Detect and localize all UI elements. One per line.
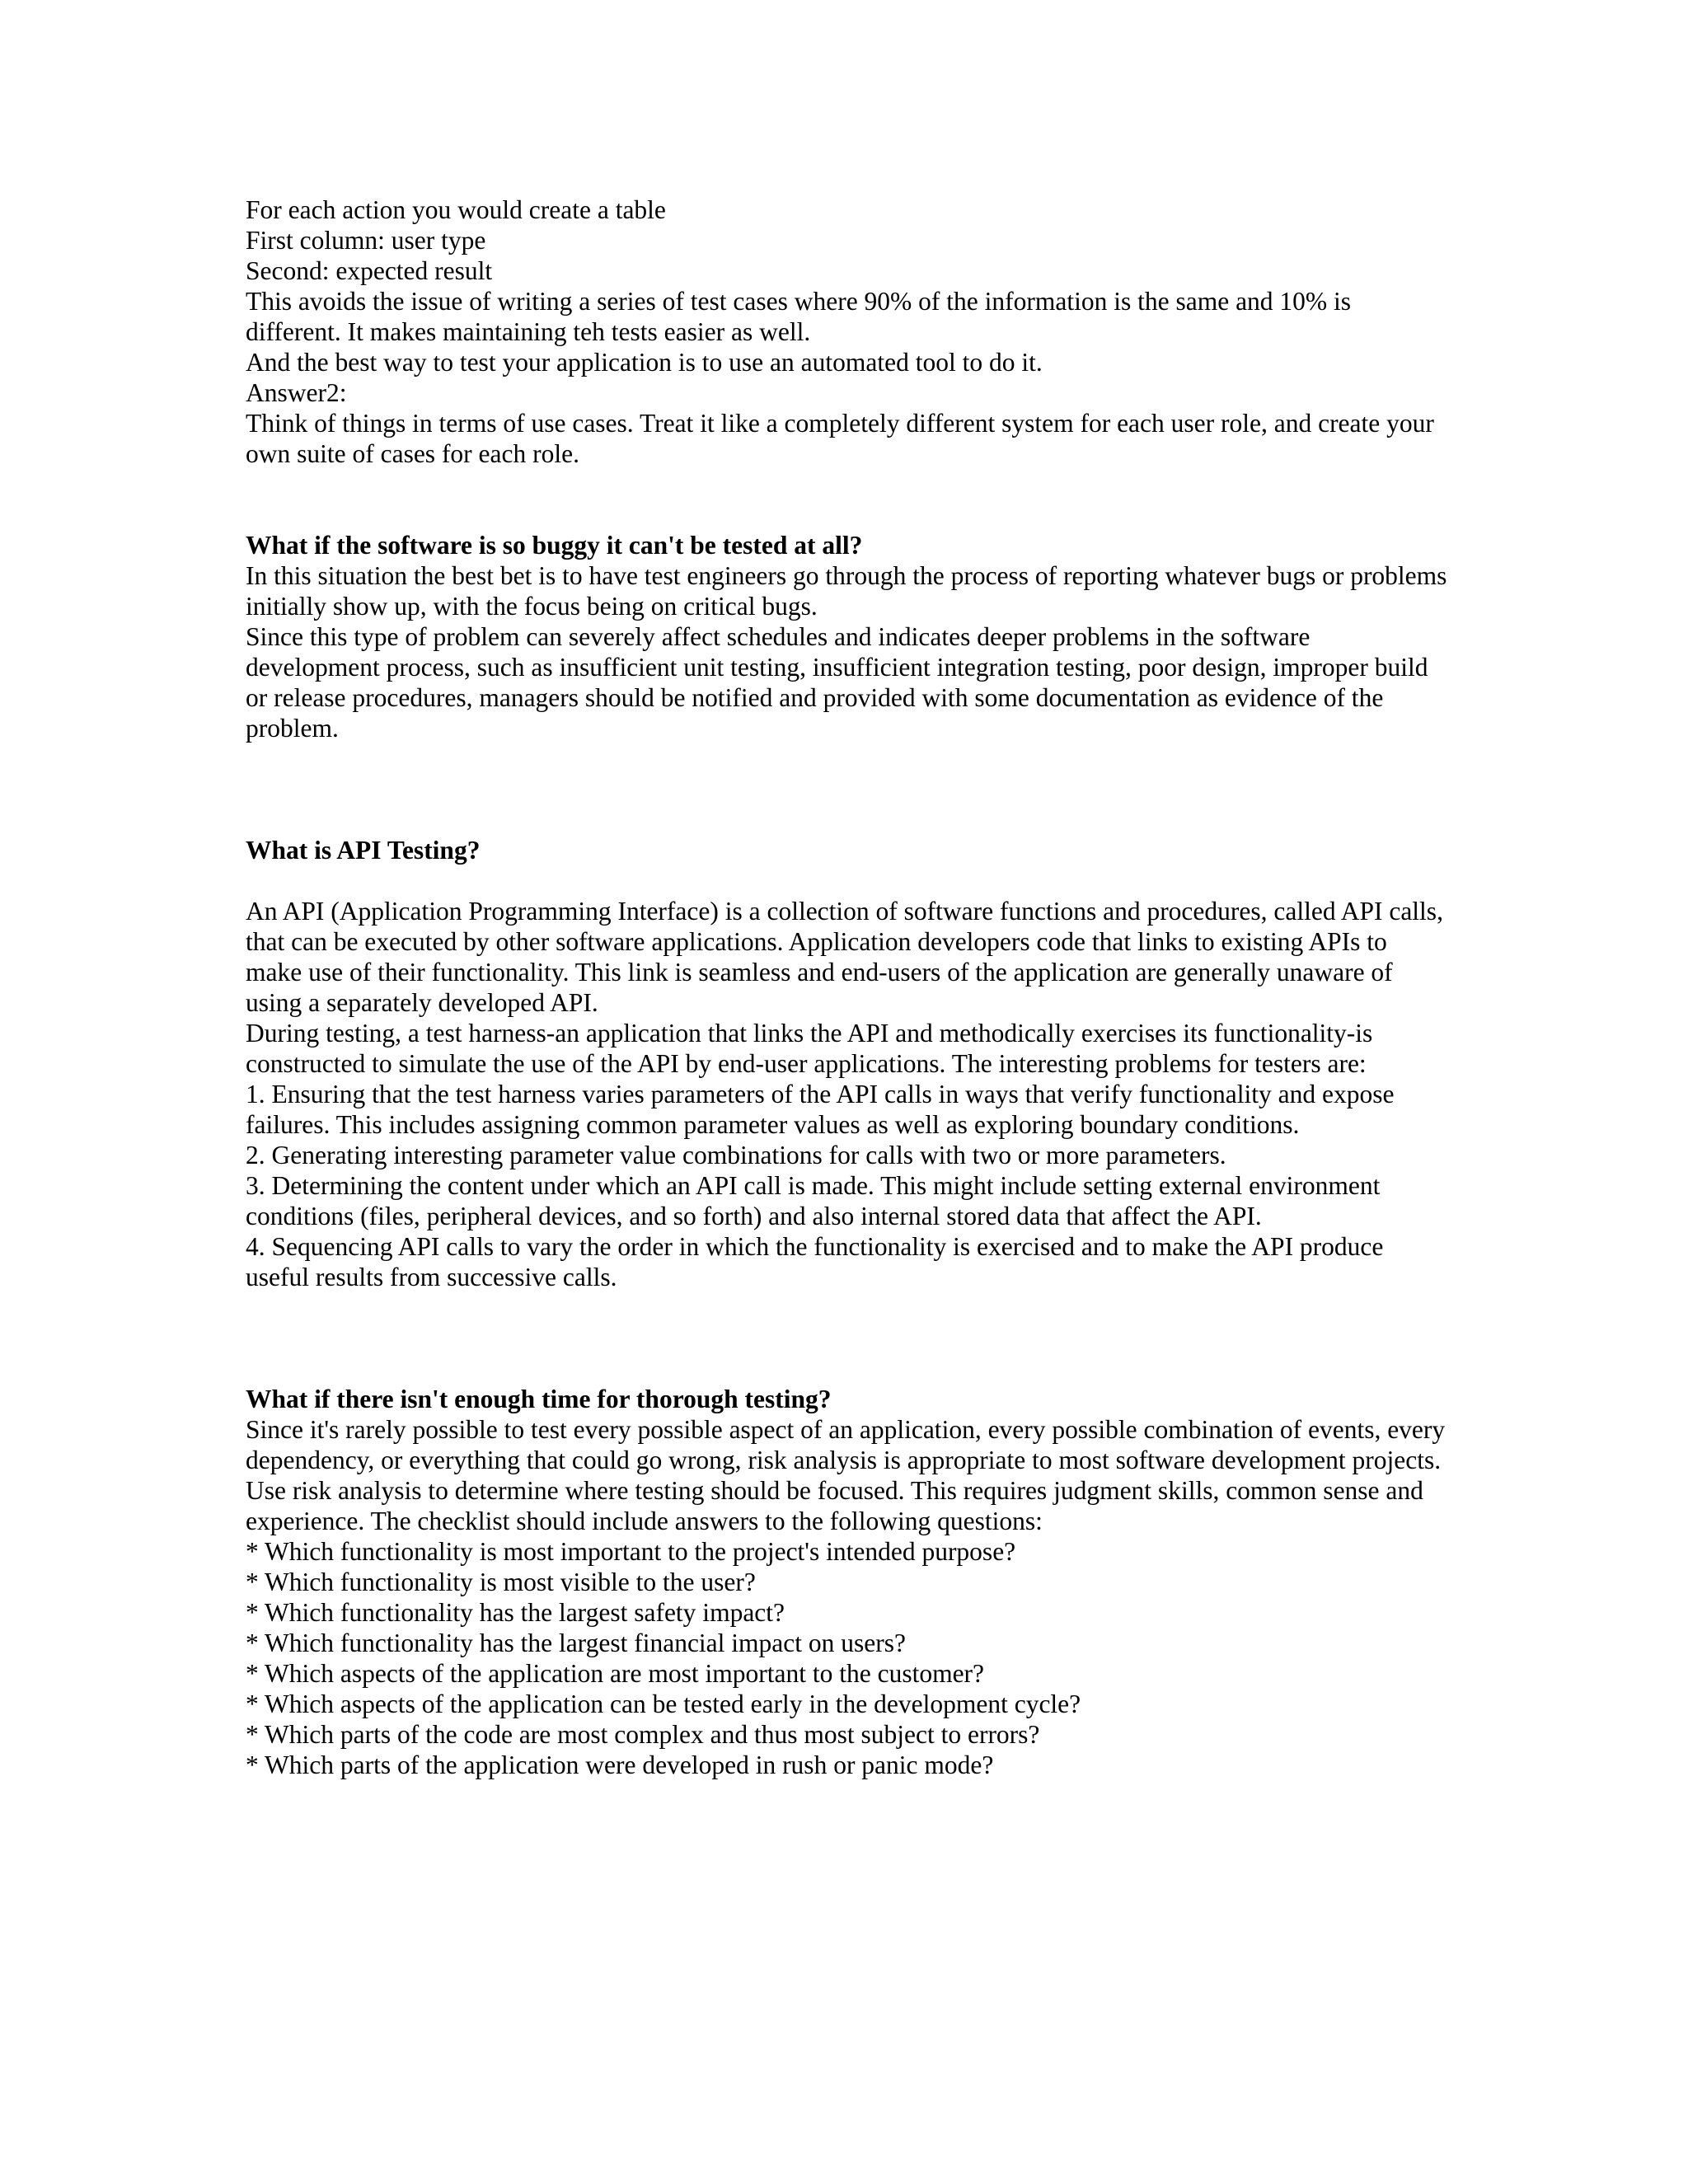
paragraph: Since this type of problem can severely affect schedules and indicates deeper problems in the software development process, such as insufficient unit testing, insufficient integration testing, poor design, improper build or release procedures, managers should be notified and provided with some documentation as evidence of the problem. [246,622,1435,743]
list-item: 4. Sequencing API calls to vary the order in which the functionality is exercised and to make the API produce useful results from successive calls. [246,1232,1390,1291]
paragraph: In this situation the best bet is to have test engineers go through the process of reporting whatever bugs or problems initially show up, with the focus being on critical bugs. [246,561,1454,621]
list-item: 1. Ensuring that the test harness varies parameters of the API calls in ways that verify functionality and expose failures. This includes assigning common parameter values as well as exploring boundary conditions. [246,1080,1401,1139]
checklist-item: * Which aspects of the application are most important to the customer? [246,1659,985,1688]
paragraph: An API (Application Programming Interface) is a collection of software functions and procedures, called API calls, that can be executed by other software applications. Application developers code that links to existing APIs to make use of their functionality. This link is seamless and end-users of the application are generally unaware of using a separately developed API. [246,897,1450,1017]
checklist-item: * Which functionality has the largest financial impact on users? [246,1629,906,1657]
intro-line: And the best way to test your application is to use an automated tool to do it. [246,348,1043,377]
paragraph: Since it's rarely possible to test every possible aspect of an application, every possible combination of events, every dependency, or everything that could go wrong, risk analysis is appropriate to most software development projects. [246,1415,1452,1474]
checklist-item: * Which parts of the code are most complex and thus most subject to errors? [246,1720,1040,1749]
document-page [246,194,1454,1780]
buggy-section [246,530,1454,743]
intro-line: First column: user type [246,226,486,255]
checklist-item: * Which parts of the application were developed in rush or panic mode? [246,1750,994,1779]
intro-line: Second: expected result [246,256,493,285]
checklist-item: * Which functionality is most important to the project's intended purpose? [246,1537,1016,1566]
checklist-item: * Which functionality is most visible to the user? [246,1568,756,1596]
paragraph: Use risk analysis to determine where testing should be focused. This requires judgment skills, common sense and experience. The checklist should include answers to the following questions: [246,1476,1430,1535]
section-heading: What is API Testing? [246,836,481,865]
checklist-item: * Which aspects of the application can be tested early in the development cycle? [246,1690,1081,1718]
intro-line: Answer2: [246,378,347,407]
section-heading: What if there isn't enough time for thorough testing? [246,1385,832,1413]
api-section [246,835,1449,1292]
paragraph: During testing, a test harness-an application that links the API and methodically exercises its functionality-is constructed to simulate the use of the API by end-user applications. The interesting problems for testers are: [246,1019,1380,1078]
list-item: 2. Generating interesting parameter value combinations for calls with two or more parameters. [246,1141,1226,1169]
section-heading: What if the software is so buggy it can't be tested at all? [246,531,863,560]
intro-line: This avoids the issue of writing a series of test cases where 90% of the information is the same and 10% is different. It makes maintaining teh tests easier as well. [246,287,1357,346]
list-item: 3. Determining the content under which an API call is made. This might include setting external environment conditions (files, peripheral devices, and so forth) and also internal stored data that affect the API. [246,1171,1387,1230]
intro-section [246,194,1449,469]
intro-line: Think of things in terms of use cases. Treat it like a completely different system for each user role, and create your own suite of cases for each role. [246,409,1441,468]
time-section [246,1384,1452,1780]
intro-line: For each action you would create a table [246,195,666,224]
checklist-item: * Which functionality has the largest safety impact? [246,1598,785,1627]
